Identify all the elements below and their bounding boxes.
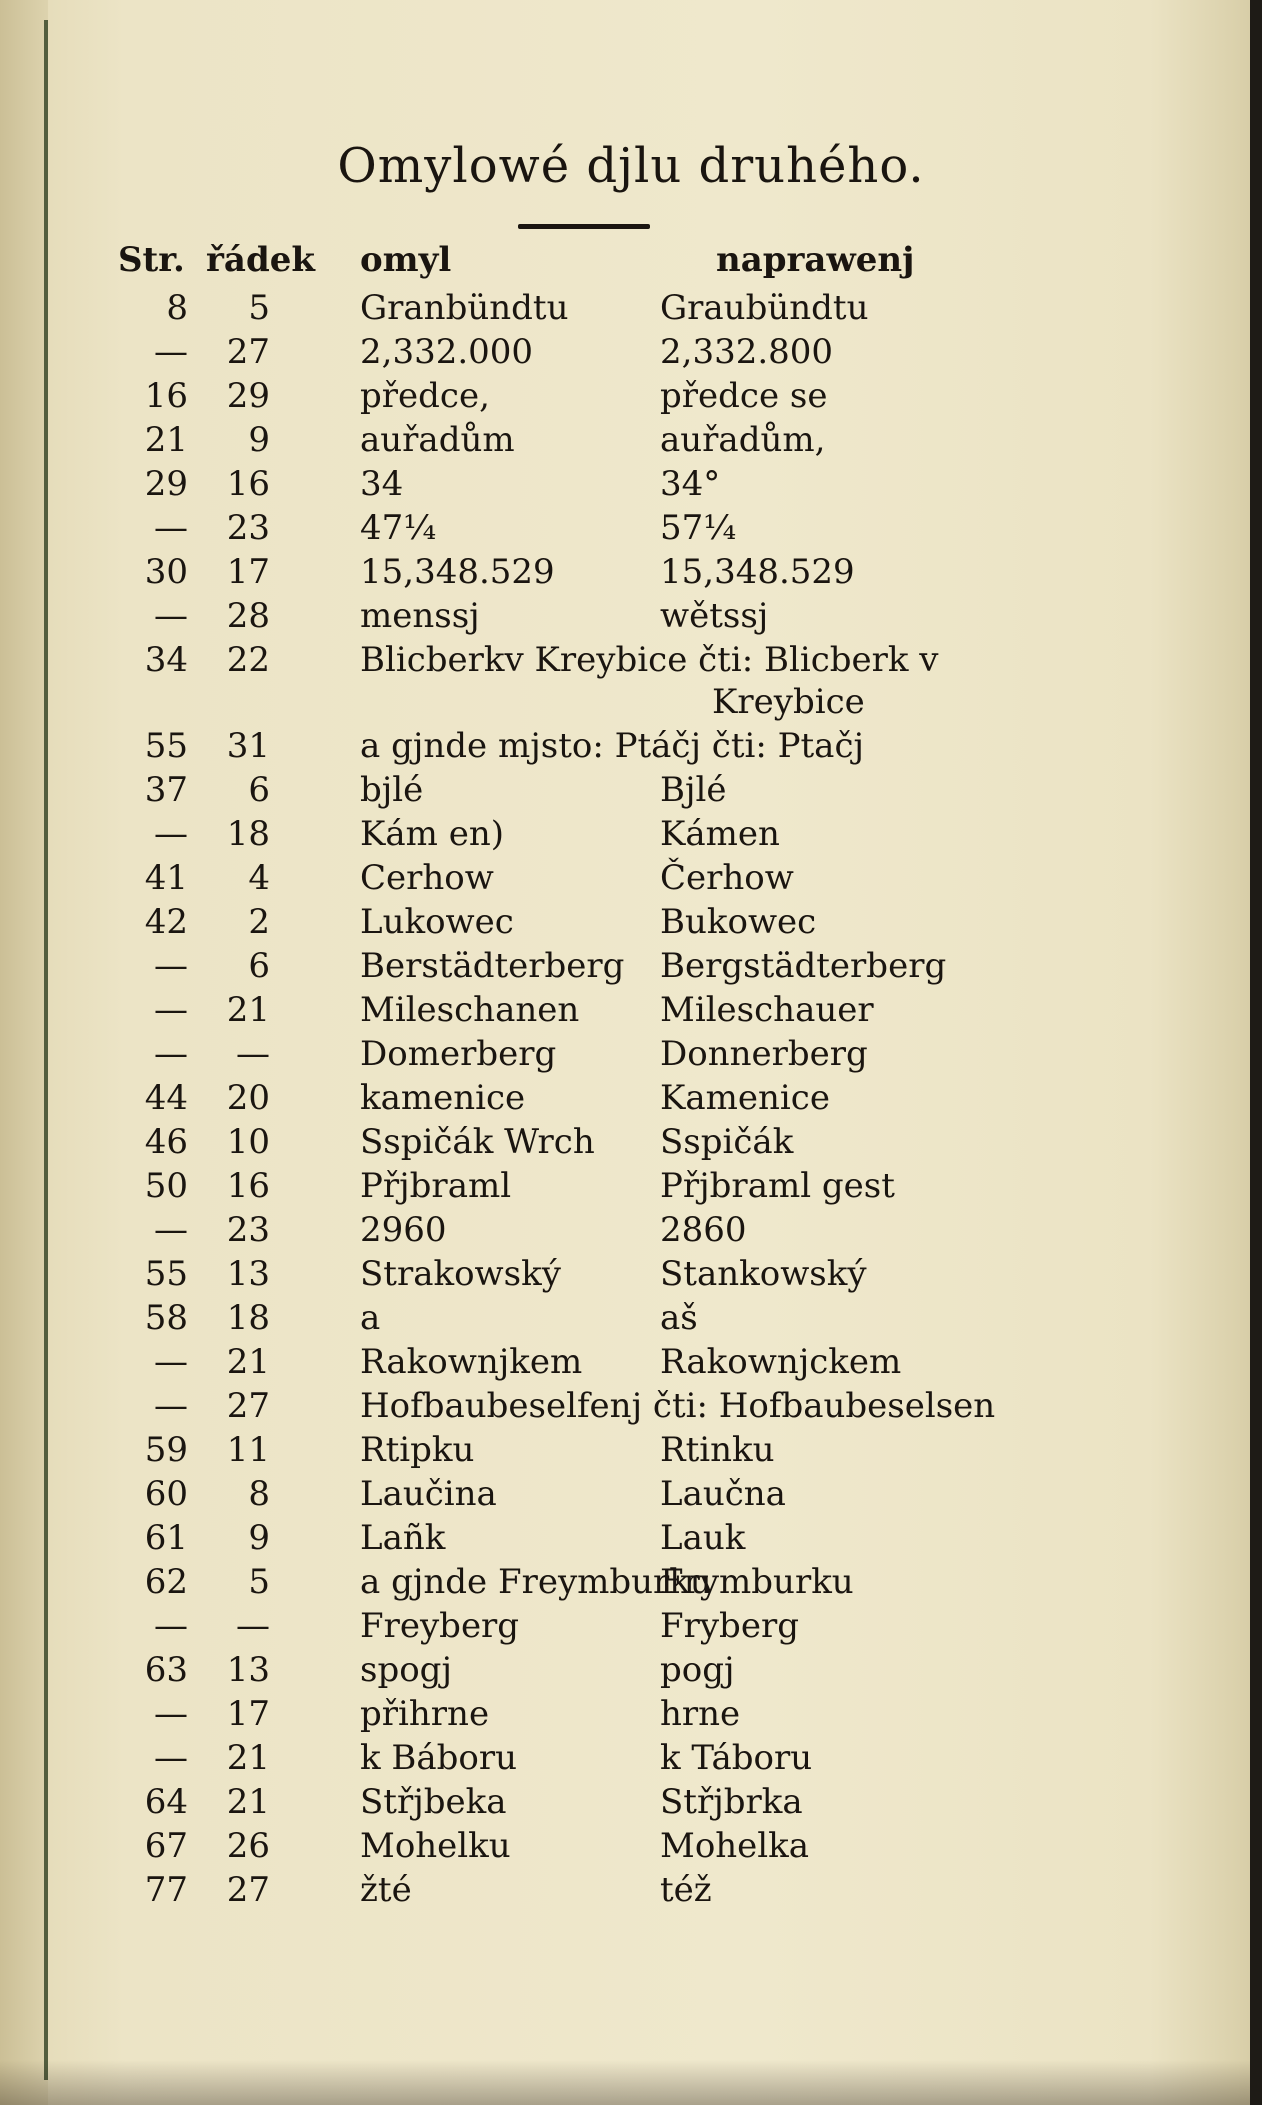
row-correction: aš: [660, 1298, 698, 1338]
row-correction: 57¼: [660, 508, 737, 548]
row-page: 46: [144, 1122, 188, 1162]
row-page: —: [154, 596, 188, 636]
row-correction: Mohelka: [660, 1826, 810, 1866]
row-error: spogj: [360, 1650, 452, 1690]
page-bottom-shadow: [0, 2060, 1250, 2105]
row-line: 16: [226, 464, 270, 504]
row-page: —: [154, 508, 188, 548]
row-correction: předce se: [660, 376, 828, 416]
row-page: —: [154, 332, 188, 372]
row-page: 55: [144, 726, 188, 766]
row-correction: Graubündtu: [660, 288, 869, 328]
row-page: 29: [144, 464, 188, 504]
row-error: Cerhow: [360, 858, 494, 898]
row-error: Berstädterberg: [360, 946, 625, 986]
row-line: 6: [248, 770, 270, 810]
row-page: —: [154, 1034, 188, 1074]
row-line: 21: [226, 1342, 270, 1382]
row-error: bjlé: [360, 770, 424, 810]
row-line: 13: [226, 1650, 270, 1690]
row-page: 30: [144, 552, 188, 592]
row-line: —: [236, 1034, 270, 1074]
row-error: Lukowec: [360, 902, 514, 942]
row-line: 22: [226, 640, 270, 680]
row-page: 63: [144, 1650, 188, 1690]
row-error: Strakowský: [360, 1254, 561, 1294]
binding-edge: [44, 20, 48, 2080]
page-title: Omylowé djlu druhého.: [337, 138, 925, 194]
row-page: 64: [144, 1782, 188, 1822]
row-correction: k Táboru: [660, 1738, 813, 1778]
row-page: 16: [144, 376, 188, 416]
row-error: Mileschanen: [360, 990, 580, 1030]
header-error: omyl: [360, 240, 452, 280]
row-line: 9: [248, 420, 270, 460]
row-line: 26: [226, 1826, 270, 1866]
row-page: —: [154, 1606, 188, 1646]
row-line: 4: [248, 858, 270, 898]
row-line: 10: [226, 1122, 270, 1162]
row-error: Střjbeka: [360, 1782, 507, 1822]
row-line: 21: [226, 990, 270, 1030]
row-page: —: [154, 814, 188, 854]
row-correction: Frymburku: [660, 1562, 854, 1602]
row-error: Laučina: [360, 1474, 497, 1514]
row-line: 5: [248, 288, 270, 328]
row-line: 27: [226, 1870, 270, 1910]
row-line: 11: [226, 1430, 270, 1470]
row-error: Rakownjkem: [360, 1342, 583, 1382]
row-correction: auřadům,: [660, 420, 826, 460]
row-page: —: [154, 1738, 188, 1778]
row-line: 29: [226, 376, 270, 416]
row-correction: Sspičák: [660, 1122, 794, 1162]
row-error: k Báboru: [360, 1738, 518, 1778]
row-line: 17: [226, 1694, 270, 1734]
row-error: Blicberkv Kreybice čti: Blicberk v: [360, 640, 939, 680]
row-error: Freyberg: [360, 1606, 520, 1646]
title-rule: [518, 224, 650, 229]
row-page: 58: [144, 1298, 188, 1338]
row-line: 28: [226, 596, 270, 636]
row-line: 2: [248, 902, 270, 942]
row-correction: Kamenice: [660, 1078, 830, 1118]
row-error: 2,332.000: [360, 332, 534, 372]
row-page: 8: [166, 288, 188, 328]
row-line: 23: [226, 508, 270, 548]
row-line: 6: [248, 946, 270, 986]
row-error: Přjbraml: [360, 1166, 512, 1206]
row-error: předce,: [360, 376, 490, 416]
row-error: přihrne: [360, 1694, 490, 1734]
row-error: Rtipku: [360, 1430, 475, 1470]
row-error: 2960: [360, 1210, 447, 1250]
row-correction: Čerhow: [660, 858, 794, 898]
row-correction: Fryberg: [660, 1606, 799, 1646]
row-correction: 34°: [660, 464, 721, 504]
row-page: 44: [144, 1078, 188, 1118]
row-correction: Střjbrka: [660, 1782, 803, 1822]
row-correction: Stankowský: [660, 1254, 867, 1294]
row-error: Hofbaubeselfenj čti: Hofbaubeselsen: [360, 1386, 996, 1426]
row-correction: Mileschauer: [660, 990, 874, 1030]
page-gutter: [0, 0, 48, 2105]
row-page: —: [154, 990, 188, 1030]
row-page: 50: [144, 1166, 188, 1206]
row-line: 27: [226, 332, 270, 372]
row-page: 21: [144, 420, 188, 460]
row-line: 31: [226, 726, 270, 766]
row-page: 67: [144, 1826, 188, 1866]
row-page: 59: [144, 1430, 188, 1470]
row-error: menssj: [360, 596, 480, 636]
continuation-text: Kreybice: [712, 682, 865, 722]
row-page: 55: [144, 1254, 188, 1294]
row-page: —: [154, 946, 188, 986]
row-line: 20: [226, 1078, 270, 1118]
header-correction: naprawenj: [716, 240, 915, 280]
row-page: 42: [144, 902, 188, 942]
row-error: Lañk: [360, 1518, 446, 1558]
row-correction: hrne: [660, 1694, 741, 1734]
row-line: 8: [248, 1474, 270, 1514]
row-correction: Rtinku: [660, 1430, 775, 1470]
row-page: 34: [144, 640, 188, 680]
row-line: 5: [248, 1562, 270, 1602]
row-line: 18: [226, 814, 270, 854]
row-error: Kám en): [360, 814, 505, 854]
row-correction: 2,332.800: [660, 332, 834, 372]
row-error: kamenice: [360, 1078, 526, 1118]
row-page: —: [154, 1694, 188, 1734]
row-page: 60: [144, 1474, 188, 1514]
row-line: —: [236, 1606, 270, 1646]
row-error: a gjnde Freymburku: [360, 1562, 712, 1602]
row-error: Sspičák Wrch: [360, 1122, 595, 1162]
row-line: 9: [248, 1518, 270, 1558]
row-error: žté: [360, 1870, 412, 1910]
row-correction: Bergstädterberg: [660, 946, 947, 986]
row-error: Domerberg: [360, 1034, 557, 1074]
row-line: 27: [226, 1386, 270, 1426]
row-correction: Bjlé: [660, 770, 727, 810]
row-error: 34: [360, 464, 404, 504]
row-page: —: [154, 1210, 188, 1250]
row-page: —: [154, 1342, 188, 1382]
row-correction: též: [660, 1870, 712, 1910]
row-error: a: [360, 1298, 381, 1338]
row-correction: Donnerberg: [660, 1034, 868, 1074]
row-page: —: [154, 1386, 188, 1426]
row-correction: Kámen: [660, 814, 780, 854]
row-correction: Laučna: [660, 1474, 786, 1514]
row-correction: Bukowec: [660, 902, 817, 942]
header-line: řádek: [206, 240, 315, 280]
row-page: 61: [144, 1518, 188, 1558]
row-line: 21: [226, 1738, 270, 1778]
row-correction: Rakownjckem: [660, 1342, 902, 1382]
row-page: 41: [144, 858, 188, 898]
page-edge: [1250, 0, 1262, 2105]
row-page: 77: [144, 1870, 188, 1910]
row-error: auřadům: [360, 420, 515, 460]
row-error: 15,348.529: [360, 552, 555, 592]
row-line: 16: [226, 1166, 270, 1206]
row-page: 37: [144, 770, 188, 810]
row-line: 18: [226, 1298, 270, 1338]
row-correction: 2860: [660, 1210, 747, 1250]
row-error: Granbündtu: [360, 288, 569, 328]
row-error: 47¼: [360, 508, 437, 548]
row-correction: Lauk: [660, 1518, 746, 1558]
row-error: a gjnde mjsto: Ptáčj čti: Ptačj: [360, 726, 865, 766]
row-line: 23: [226, 1210, 270, 1250]
row-line: 17: [226, 552, 270, 592]
row-page: 62: [144, 1562, 188, 1602]
header-page: Str.: [118, 240, 185, 280]
row-correction: pogj: [660, 1650, 735, 1690]
row-correction: wětssj: [660, 596, 769, 636]
row-line: 13: [226, 1254, 270, 1294]
row-correction: Přjbraml gest: [660, 1166, 895, 1206]
row-correction: 15,348.529: [660, 552, 855, 592]
row-line: 21: [226, 1782, 270, 1822]
row-error: Mohelku: [360, 1826, 511, 1866]
